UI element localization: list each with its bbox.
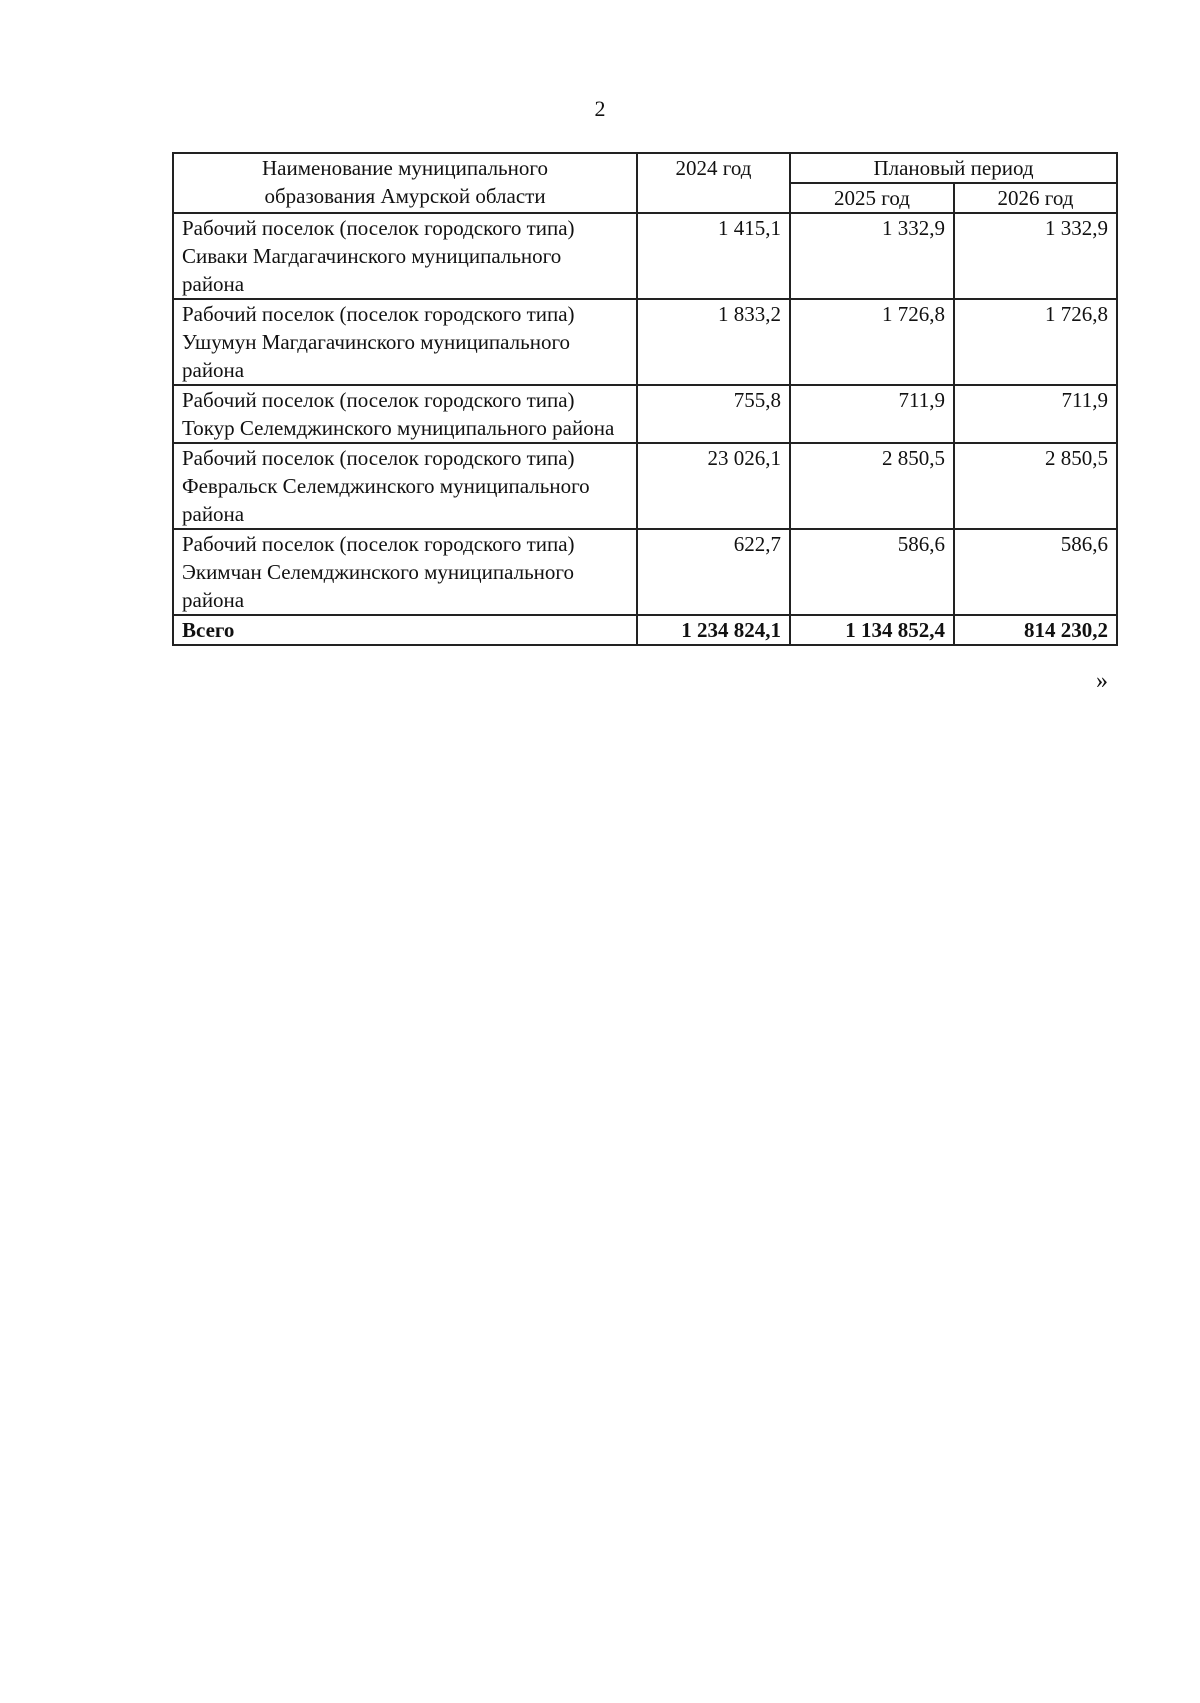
- row-value-2026: 2 850,5: [954, 443, 1117, 529]
- table-total-row: [173, 615, 1117, 645]
- row-value-2024: 1 415,1: [637, 213, 790, 299]
- row-value-2025: 711,9: [790, 385, 954, 443]
- row-value-2026: 586,6: [954, 529, 1117, 615]
- total-value-2024: 1 234 824,1: [637, 615, 790, 645]
- page-number: 2: [594, 96, 606, 121]
- row-value-2026: 1 332,9: [954, 213, 1117, 299]
- row-name: Рабочий поселок (поселок городского типа) Ушумун Магдагачинского муниципального района: [173, 299, 637, 385]
- table-header-row: [173, 153, 1117, 183]
- row-name: Рабочий поселок (поселок городского типа) Токур Селемджинского муниципального района: [173, 385, 637, 443]
- row-value-2024: 23 026,1: [637, 443, 790, 529]
- table-row: [173, 385, 1117, 443]
- header-2026: 2026 год: [954, 183, 1117, 213]
- row-value-2024: 622,7: [637, 529, 790, 615]
- row-value-2025: 2 850,5: [790, 443, 954, 529]
- budget-table: [172, 152, 1118, 646]
- table-row: [173, 299, 1117, 385]
- row-value-2026: 1 726,8: [954, 299, 1117, 385]
- row-name: Рабочий поселок (поселок городского типа) Сиваки Магдагачинского муниципального района: [173, 213, 637, 299]
- header-2024: 2024 год: [637, 153, 790, 213]
- row-value-2025: 1 726,8: [790, 299, 954, 385]
- total-value-2026: 814 230,2: [954, 615, 1117, 645]
- table-row: [173, 529, 1117, 615]
- row-value-2024: 755,8: [637, 385, 790, 443]
- header-planned-period: Плановый период: [790, 153, 1117, 183]
- row-value-2026: 711,9: [954, 385, 1117, 443]
- header-municipality: Наименование муниципального образования Амурской области: [173, 153, 637, 213]
- table-row: [173, 443, 1117, 529]
- table-row: [173, 213, 1117, 299]
- closing-quote: »: [1096, 668, 1108, 694]
- row-name: Рабочий поселок (поселок городского типа) Февральск Селемджинского муниципального района: [173, 443, 637, 529]
- row-value-2025: 586,6: [790, 529, 954, 615]
- row-value-2025: 1 332,9: [790, 213, 954, 299]
- row-name: Рабочий поселок (поселок городского типа) Экимчан Селемджинского муниципального района: [173, 529, 637, 615]
- total-value-2025: 1 134 852,4: [790, 615, 954, 645]
- header-2025: 2025 год: [790, 183, 954, 213]
- total-label: Всего: [173, 615, 637, 645]
- row-value-2024: 1 833,2: [637, 299, 790, 385]
